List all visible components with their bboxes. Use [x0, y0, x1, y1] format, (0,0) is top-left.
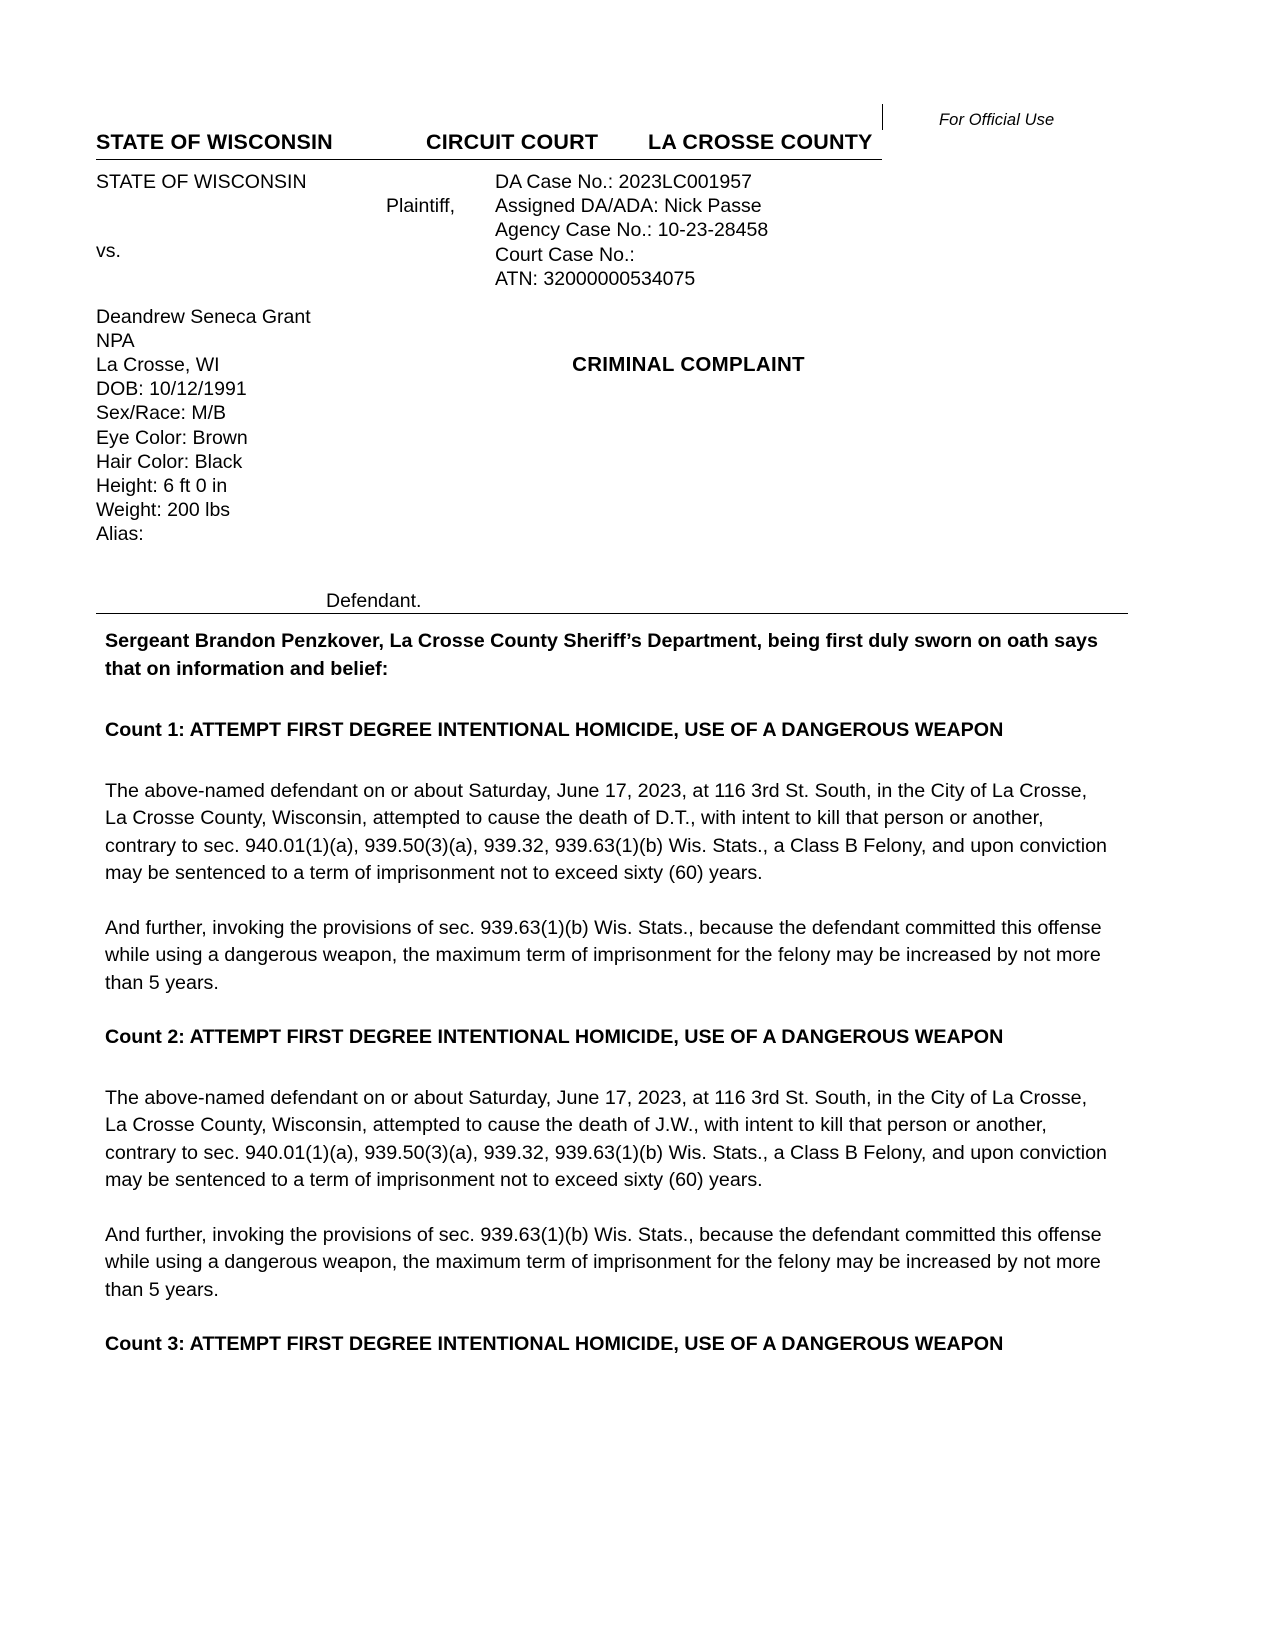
defendant-height: Height: 6 ft 0 in	[96, 475, 228, 498]
court-case-number: Court Case No.:	[495, 243, 635, 266]
parties-column	[96, 160, 492, 613]
versus-label: vs.	[96, 240, 121, 263]
plaintiff-role-label: Plaintiff,	[385, 195, 455, 218]
defendant-eye-color: Eye Color: Brown	[96, 426, 248, 449]
count-1-body: The above-named defendant on or about Saturday, June 17, 2023, at 116 3rd St. South, in the City of La Crosse, La Crosse County, Wisconsin, attempted to cause the death of D.T., with intent to kill that person or another, contrary to sec. 940.01(1)(a), 939.50(3)(a), 939.32, 939.63(1)(b) Wis. Stats., a Class B Felony, and upon conviction may be sentenced to a term of imprisonment not to exceed sixty (60) years.	[105, 779, 1108, 884]
case-info-column	[492, 160, 882, 613]
defendant-alias: Alias:	[96, 523, 144, 546]
caption-columns	[96, 104, 1128, 613]
atn-number: ATN: 32000000534075	[495, 267, 696, 290]
case-caption-block	[96, 104, 1128, 614]
agency-case-number: Agency Case No.: 10-23-28458	[495, 219, 769, 242]
caption-bottom-rule	[96, 613, 1128, 614]
count-1-heading: Count 1: ATTEMPT FIRST DEGREE INTENTIONAL HOMICIDE, USE OF A DANGEROUS WEAPON	[105, 719, 1004, 741]
defendant-sex-race: Sex/Race: M/B	[96, 402, 227, 425]
caption-left-column	[96, 104, 882, 613]
official-use-column	[882, 104, 1128, 130]
complaint-title: CRIMINAL COMPLAINT	[572, 353, 805, 377]
complaint-narrative	[105, 628, 1110, 1392]
defendant-weight: Weight: 200 lbs	[96, 499, 231, 522]
count-2-heading: Count 2: ATTEMPT FIRST DEGREE INTENTIONAL HOMICIDE, USE OF A DANGEROUS WEAPON	[105, 1026, 1004, 1048]
court-header-county: LA CROSSE COUNTY	[648, 130, 873, 154]
caption-body	[96, 160, 882, 613]
official-use-label: For Official Use	[939, 111, 1055, 129]
defendant-city-state: La Crosse, WI	[96, 354, 220, 377]
defendant-role-label: Defendant.	[326, 589, 422, 612]
defendant-address: NPA	[96, 329, 135, 352]
court-header-state: STATE OF WISCONSIN	[96, 130, 333, 154]
count-2-body: The above-named defendant on or about Saturday, June 17, 2023, at 116 3rd St. South, in the City of La Crosse, La Crosse County, Wisconsin, attempted to cause the death of J.W., with intent to kill that person or another, contrary to sec. 940.01(1)(a), 939.50(3)(a), 939.32, 939.63(1)(b) Wis. Stats., a Class B Felony, and upon conviction may be sentenced to a term of imprisonment not to exceed sixty (60) years.	[105, 1086, 1108, 1191]
court-header-row	[96, 104, 882, 160]
affiant-statement: Sergeant Brandon Penzkover, La Crosse County Sheriff’s Department, being first duly sworn on oath says that on information and belief:	[105, 630, 1098, 680]
defendant-name: Deandrew Seneca Grant	[96, 305, 311, 328]
assigned-da: Assigned DA/ADA: Nick Passe	[495, 195, 762, 218]
defendant-dob: DOB: 10/12/1991	[96, 378, 247, 401]
court-header-court: CIRCUIT COURT	[426, 130, 599, 154]
count-1-enhancer: And further, invoking the provisions of sec. 939.63(1)(b) Wis. Stats., because the defendant committed this offense while using a dangerous weapon, the maximum term of imprisonment for the felony may be increased by not more than 5 years.	[105, 916, 1102, 994]
count-3-heading: Count 3: ATTEMPT FIRST DEGREE INTENTIONAL HOMICIDE, USE OF A DANGEROUS WEAPON	[105, 1333, 1004, 1355]
defendant-hair-color: Hair Color: Black	[96, 450, 243, 473]
count-2-enhancer: And further, invoking the provisions of sec. 939.63(1)(b) Wis. Stats., because the defendant committed this offense while using a dangerous weapon, the maximum term of imprisonment for the felony may be increased by not more than 5 years.	[105, 1223, 1102, 1301]
da-case-number: DA Case No.: 2023LC001957	[495, 171, 752, 193]
defendant-details	[96, 264, 492, 547]
plaintiff-name: STATE OF WISCONSIN	[96, 171, 307, 193]
